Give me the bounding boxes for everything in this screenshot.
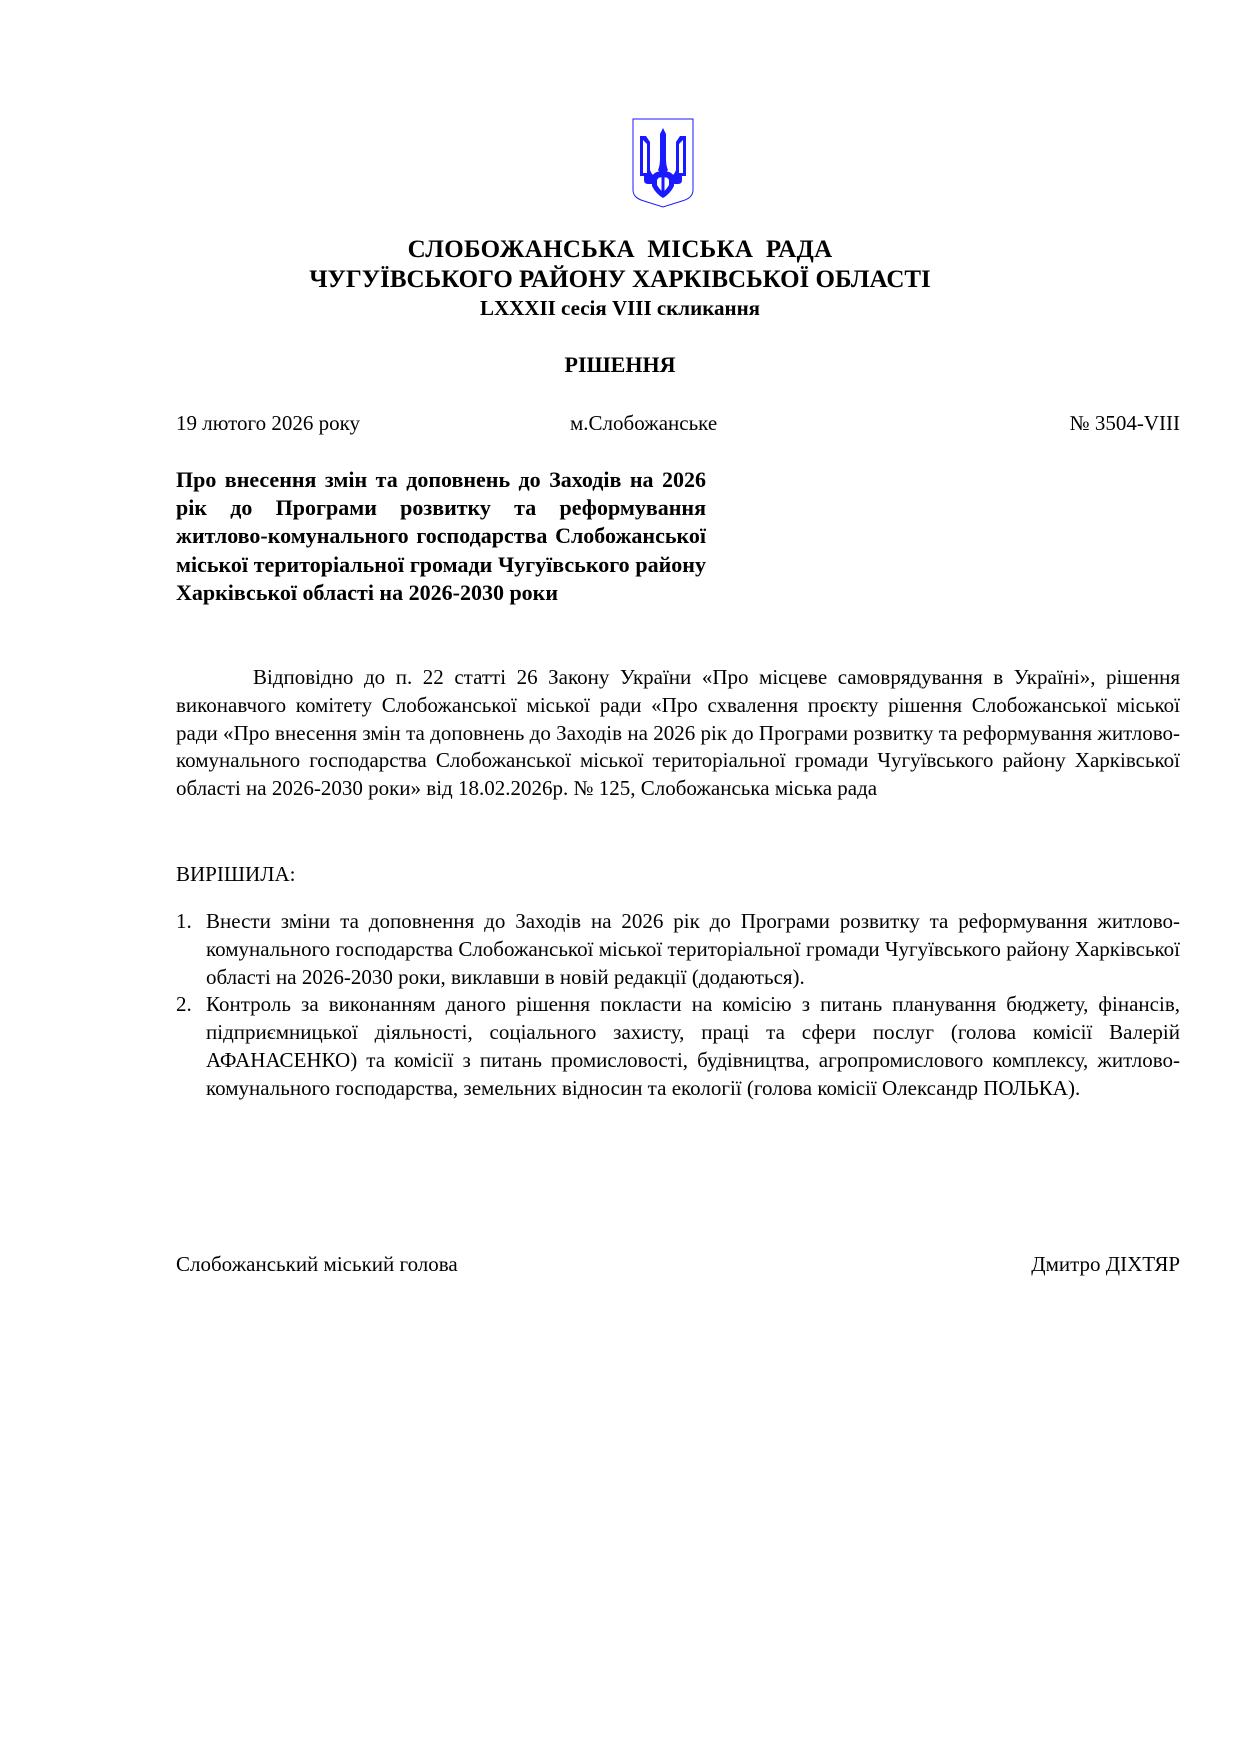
document-city: м.Слобожанське bbox=[570, 411, 718, 435]
signatory-name: Дмитро ДІХТЯР bbox=[1031, 1252, 1180, 1276]
signature-block bbox=[176, 1252, 1180, 1280]
preamble-paragraph: Відповідно до п. 22 статті 26 Закону України «Про місцеве самоврядування в Україні», рішення виконавчого комітету Слобожанської міської ради «Про схвалення проєкту рішення Слобожанської міської ради «Про внесення змін та доповнень до Заходів на 2026 рік до Програми розвитку та реформування житлово-комунального господарства Слобожанської міської територіальної громади Чугуївського району Харківської області на 2026-2030 роки» від 18.02.2026р. № 125, Слобожанська міська рада bbox=[176, 665, 1180, 801]
ukraine-coat-of-arms-icon bbox=[632, 118, 694, 208]
document-type-title: РІШЕННЯ bbox=[564, 352, 676, 377]
document-meta-row bbox=[176, 411, 1180, 439]
item-text: Контроль за виконанням даного рішення покласти на комісію з питань планування бюджету, фінансів, підприємницької діяльності, соціального захисту, праці та сфери послуг (голова комісії Валерій АФАНАСЕНКО) та комісії з питань промисловості, будівництва, агропромислового комплексу, житлово-комунального господарства, земельних відносин та екології (голова комісії Олександр ПОЛЬКА). bbox=[206, 992, 1180, 1100]
council-name: СЛОБОЖАНСЬКА МІСЬКА РАДА bbox=[407, 236, 833, 263]
document-number: № 3504-VIII bbox=[1069, 411, 1180, 435]
decision-items-list bbox=[176, 908, 1180, 1103]
council-district: ЧУГУЇВСЬКОГО РАЙОНУ ХАРКІВСЬКОЇ ОБЛАСТІ bbox=[309, 266, 931, 293]
resolved-label: ВИРІШИЛА: bbox=[176, 862, 296, 886]
decision-item bbox=[176, 908, 1180, 991]
signatory-title: Слобожанський міський голова bbox=[176, 1252, 458, 1276]
document-date: 19 лютого 2026 року bbox=[176, 411, 361, 435]
session-info: LXXXII сесія VIII скликання bbox=[479, 296, 761, 320]
item-text: Внести зміни та доповнення до Заходів на 2026 рік до Програми розвитку та реформування житлово-комунального господарства Слобожанської міської територіальної громади Чугуївського району Харківської області на 2026-2030 роки, виклавши в новій редакції (додаються). bbox=[206, 909, 1180, 989]
item-number: 1. bbox=[176, 909, 192, 933]
decision-item bbox=[176, 991, 1180, 1102]
item-number: 2. bbox=[176, 992, 192, 1017]
decision-subject: Про внесення змін та доповнень до Заходів на 2026 рік до Програми розвитку та реформування житлово-комунального господарства Слобожанської міської територіальної громади Чугуївського району Харківської області на 2026-2030 роки bbox=[176, 467, 706, 605]
